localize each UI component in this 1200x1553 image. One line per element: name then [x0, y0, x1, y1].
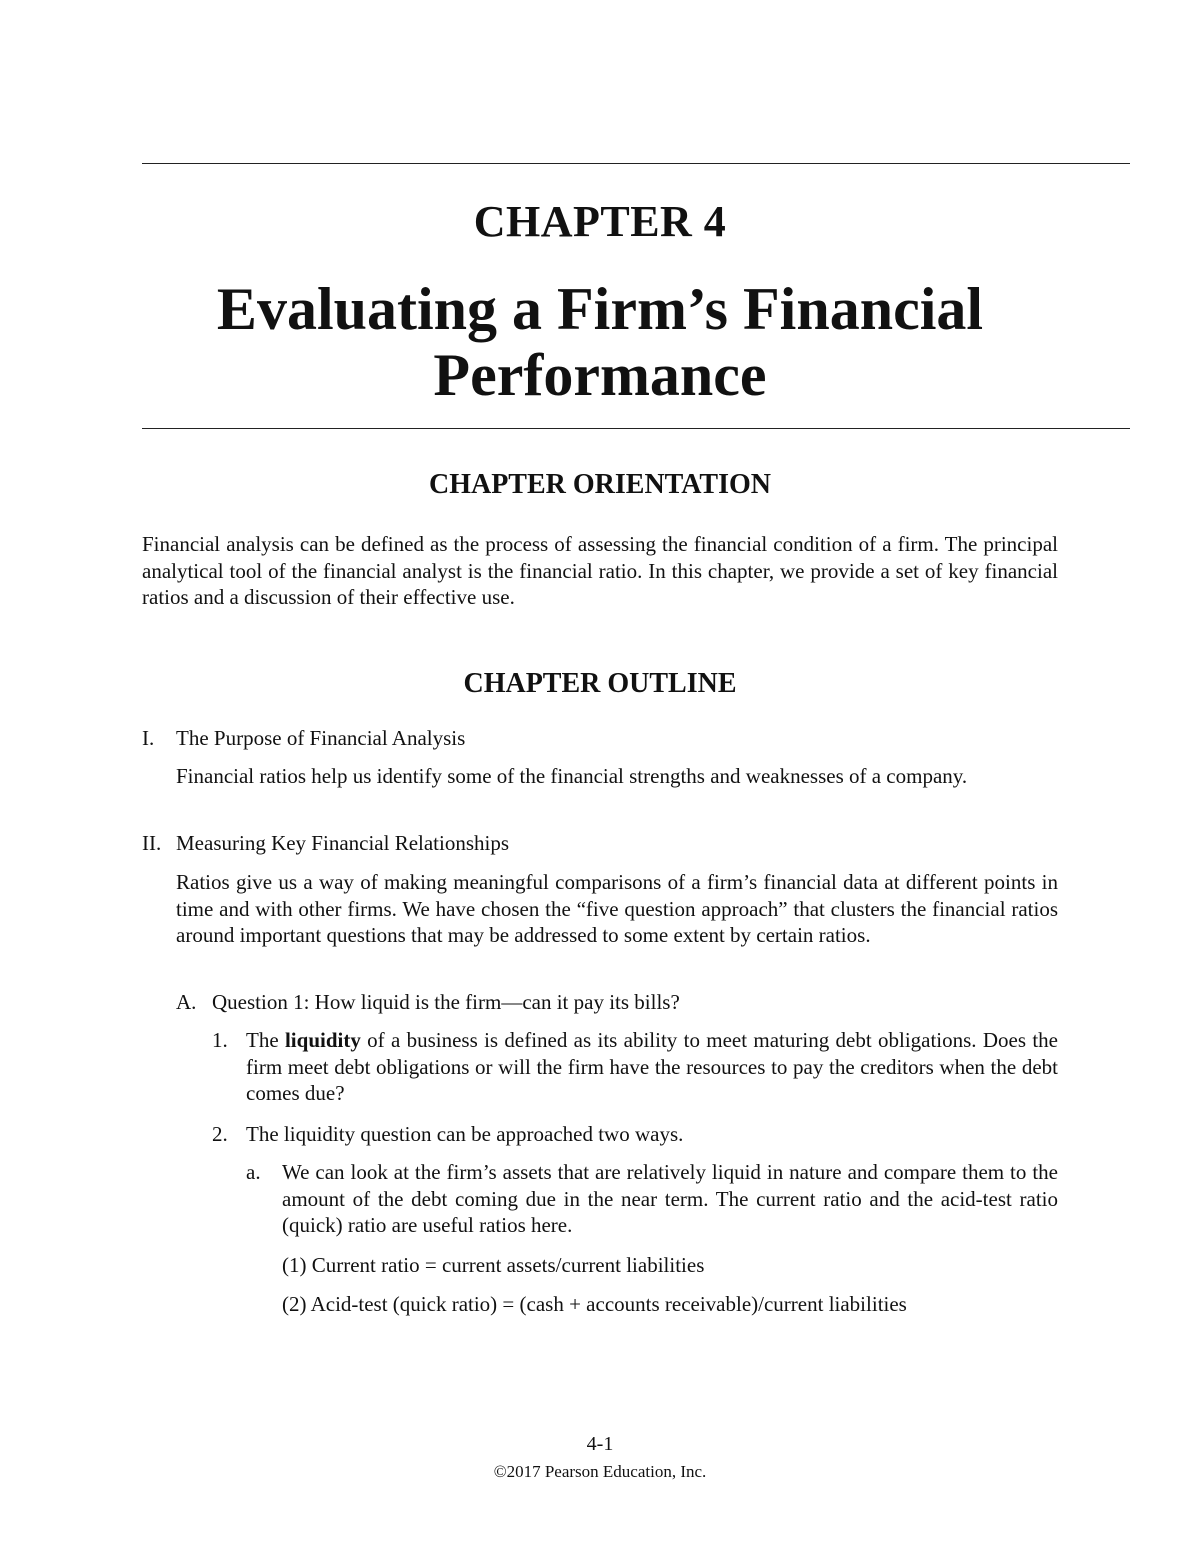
outline-point-1	[212, 1027, 1058, 1107]
outline-point-1-text	[246, 1027, 1058, 1107]
outline-item-1-body: Financial ratios help us identify some of the financial strengths and weaknesses of a company.	[176, 764, 968, 788]
outline-item-2-title: Measuring Key Financial Relationships	[176, 831, 510, 855]
outline-item-2a-text: Question 1: How liquid is the firm—can it pay its bills?	[212, 990, 680, 1014]
outline-point-1-marker: 1.	[212, 1028, 228, 1052]
outline-point-2-text: The liquidity question can be approached two ways.	[246, 1122, 684, 1146]
outline-item-2-body: Ratios give us a way of making meaningful comparisons of a firm’s financial data at different points in time and with other firms. We have chosen the “five question approach” that clusters the financial ratios around important questions that may be addressed to some extent by certain ratios.	[176, 870, 1058, 947]
outline-item-1-title: The Purpose of Financial Analysis	[176, 726, 466, 750]
outline-item-2a-marker: A.	[176, 990, 197, 1014]
page-number: 4-1	[586, 1433, 614, 1455]
chapter-title	[150, 276, 1050, 408]
chapter-title-line-1: Evaluating a Firm’s Financial	[216, 276, 984, 342]
liquidity-term: liquidity	[284, 1028, 361, 1052]
top-divider	[142, 163, 1130, 164]
outline-subpoint-a	[246, 1159, 1058, 1239]
chapter-number: CHAPTER 4	[473, 197, 727, 246]
outline-point-2	[212, 1121, 1058, 1148]
outline-item-1-marker: I.	[142, 726, 155, 750]
chapter-title-line-2: Performance	[433, 342, 767, 408]
outline-item-2a	[176, 989, 1058, 1016]
copyright: ©2017 Pearson Education, Inc.	[493, 1462, 707, 1481]
current-ratio-formula: (1) Current ratio = current assets/current liabilities	[282, 1253, 705, 1277]
bottom-divider	[142, 428, 1130, 429]
outline-item-2-marker: II.	[142, 831, 162, 855]
outline-heading: CHAPTER OUTLINE	[463, 668, 737, 699]
outline-item-2	[142, 830, 1058, 857]
outline-item-1	[142, 725, 1058, 752]
orientation-heading: CHAPTER ORIENTATION	[428, 469, 771, 500]
outline-subpoint-a-marker: a.	[246, 1160, 261, 1184]
outline-point-2-marker: 2.	[212, 1122, 228, 1146]
acid-test-formula: (2) Acid-test (quick ratio) = (cash + accounts receivable)/current liabilities	[282, 1292, 907, 1316]
outline-point-1-text-before: The	[246, 1028, 285, 1052]
outline-subpoint-a-text: We can look at the firm’s assets that are relatively liquid in nature and compare them to the amount of the debt coming due in the near term. The current ratio and the acid-test ratio (quick) ratio are useful ratios here.	[282, 1160, 1058, 1237]
orientation-paragraph: Financial analysis can be defined as the process of assessing the financial condition of a firm. The principal analytical tool of the financial analyst is the financial ratio. In this chapter, we provide a set of key financial ratios and a discussion of their effective use.	[142, 532, 1058, 609]
outline-point-1-text-after: of a business is defined as its ability to meet maturing debt obligations. Does the firm meet debt obligations or will the firm have the resources to pay the creditors when the debt comes due?	[246, 1028, 1058, 1105]
